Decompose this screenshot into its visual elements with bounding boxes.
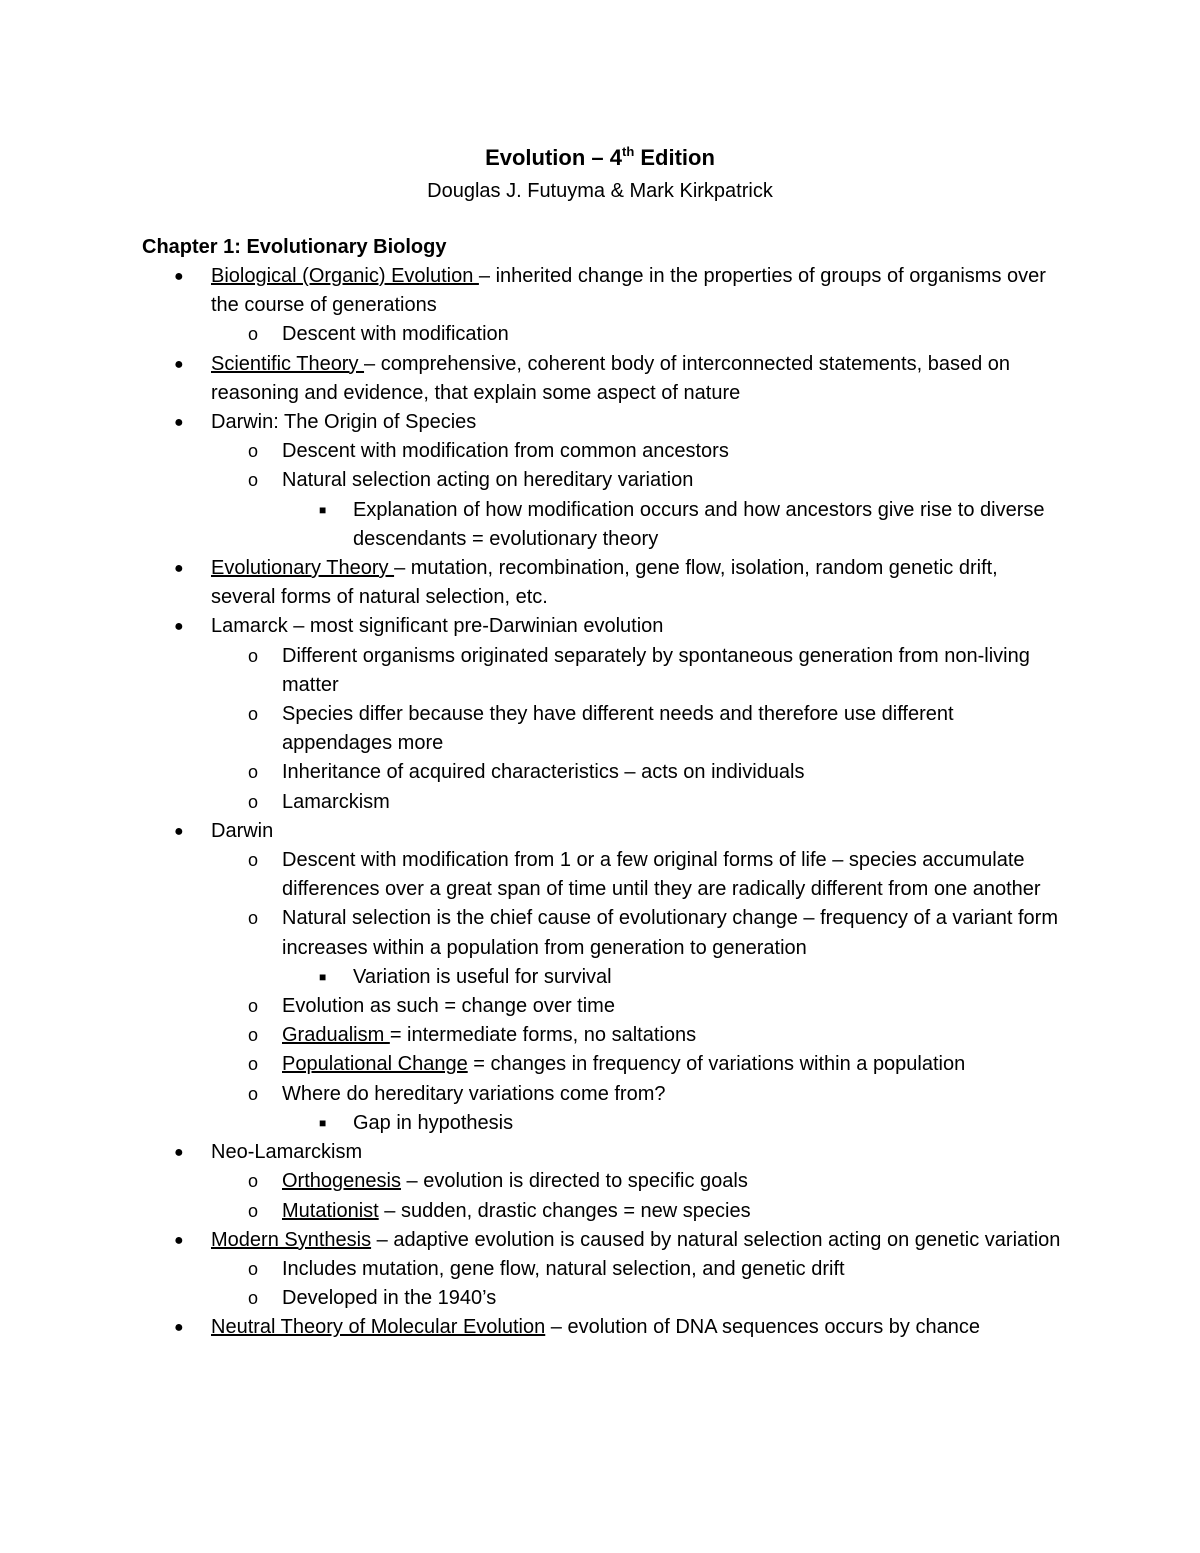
item-text: – evolution is directed to specific goals [400,1170,748,1193]
item-text: – adaptive evolution is caused by natural selection acting on genetic variation [371,1228,1061,1251]
sub-bullet-item [0,992,1062,1021]
bullet-marker: ● [174,618,184,636]
circle-marker: o [248,762,259,783]
term: Neutral Theory of Molecular Evolution [211,1316,546,1339]
circle-marker: o [248,791,259,812]
term: Evolutionary Theory [211,557,395,580]
sub-bullet-item [0,788,1062,817]
item-text: Neo-Lamarckism [211,1141,363,1164]
sub-bullet-item [0,904,1062,962]
item-text: Gap in hypothesis [353,1111,514,1134]
item-text: Descent with modification [282,323,509,346]
item-text: – mutation, recombination, gene flow, isolation, random genetic drift, several forms of natural selection, etc. [211,557,998,609]
bullet-marker: ● [174,268,184,285]
item-text: Darwin [211,819,274,842]
sub-bullet-item [0,466,1062,495]
item-text: Inheritance of acquired characteristics – acts on individuals [282,761,805,784]
item-text: Where do hereditary variations come from? [282,1082,666,1105]
item-text: Natural selection is the chief cause of evolutionary change – frequency of a variant form increases within a population from generation to generation [282,907,1058,959]
sub-bullet-item [0,437,1062,466]
term: Mutationist [282,1199,379,1222]
term: Gradualism [282,1024,390,1047]
notes-list [0,262,1200,1343]
bullet-item [0,554,1061,612]
item-text: = changes in frequency of variations within a population [467,1053,966,1076]
item-text: Natural selection acting on hereditary variation [282,469,694,492]
bullet-item [0,408,1061,437]
sub-bullet-item [0,320,1062,349]
bullet-marker: ● [174,1144,184,1162]
circle-marker: o [248,704,259,725]
sub-bullet-item [0,1197,1062,1226]
sub-bullet-item [0,846,1062,904]
circle-marker: o [248,850,259,871]
bullet-item [0,1313,1061,1342]
item-text: Developed in the 1940’s [282,1287,497,1310]
circle-marker: o [248,645,259,666]
term: Scientific Theory [211,352,365,375]
bullet-item [0,612,1061,641]
bullet-marker: ● [174,355,184,373]
circle-marker: o [248,908,259,929]
term: Orthogenesis [282,1170,401,1193]
sub-bullet-item [0,642,1062,700]
bullet-item [0,1138,1061,1167]
chapter-heading: Chapter 1: Evolutionary Biology [142,236,447,258]
bullet-marker: ● [174,1231,184,1249]
item-text: – evolution of DNA sequences occurs by chance [545,1316,980,1339]
title-edition-text: Edition [634,145,715,170]
sub-bullet-item [0,1167,1062,1196]
item-text: Explanation of how modification occurs and how ancestors give rise to diverse descendants = evolutionary theory [353,498,1045,550]
document-title [0,143,1200,173]
item-text: Darwin: The Origin of Species [211,411,477,434]
circle-marker: o [248,441,259,462]
item-text: Evolution as such = change over time [282,995,615,1018]
item-text: Descent with modification from 1 or a few original forms of life – species accumulate differences over a great span of time until they are radically different from one another [282,849,1041,901]
item-text: – sudden, drastic changes = new species [378,1199,751,1222]
sub-sub-bullet-item [0,963,1053,992]
item-text: = intermediate forms, no saltations [389,1024,697,1047]
item-text: Different organisms originated separately by spontaneous generation from non-living matter [282,644,1030,696]
sub-bullet-item [0,1284,1062,1313]
title-superscript: th [621,144,635,159]
circle-marker: o [248,996,259,1017]
square-marker: ■ [319,969,327,984]
circle-marker: o [248,1054,259,1075]
term: Modern Synthesis [211,1228,372,1251]
sub-bullet-item [0,1255,1062,1284]
item-text: Variation is useful for survival [353,965,612,988]
term: Populational Change [282,1053,468,1076]
circle-marker: o [248,1288,259,1309]
circle-marker: o [248,1171,259,1192]
bullet-item [0,350,1061,408]
circle-marker: o [248,1200,259,1221]
item-text: Includes mutation, gene flow, natural selection, and genetic drift [282,1257,845,1280]
circle-marker: o [248,1083,259,1104]
square-marker: ■ [319,1115,327,1130]
item-text: Descent with modification from common ancestors [282,440,729,463]
bullet-marker: ● [174,1319,184,1337]
circle-marker: o [248,1025,259,1046]
bullet-item [0,262,1061,320]
sub-bullet-item [0,700,1062,758]
item-text: Lamarck – most significant pre-Darwinian evolution [211,615,664,638]
item-text: – inherited change in the properties of groups of organisms over the course of generations [211,265,1046,317]
bullet-marker: ● [174,822,184,840]
bullet-item [0,1226,1061,1255]
sub-bullet-item [0,1050,1062,1079]
item-text: Species differ because they have different needs and therefore use different appendages more [282,703,954,755]
sub-bullet-item [0,1021,1062,1050]
title-text: Evolution – 4 [485,145,622,170]
sub-bullet-item [0,1080,1062,1109]
circle-marker: o [248,1258,259,1279]
circle-marker: o [248,470,259,491]
circle-marker: o [248,324,259,345]
authors-line: Douglas J. Futuyma & Mark Kirkpatrick [427,180,773,202]
sub-sub-bullet-item [0,1109,1053,1138]
bullet-marker: ● [174,560,184,578]
bullet-marker: ● [174,414,184,432]
term: Biological (Organic) Evolution [211,265,479,287]
sub-bullet-item [0,758,1062,787]
bullet-item [0,817,1061,846]
sub-sub-bullet-item [0,496,1053,554]
item-text: – comprehensive, coherent body of interconnected statements, based on reasoning and evidence, that explain some aspect of nature [211,352,1010,404]
square-marker: ■ [319,502,327,517]
item-text: Lamarckism [282,790,390,813]
